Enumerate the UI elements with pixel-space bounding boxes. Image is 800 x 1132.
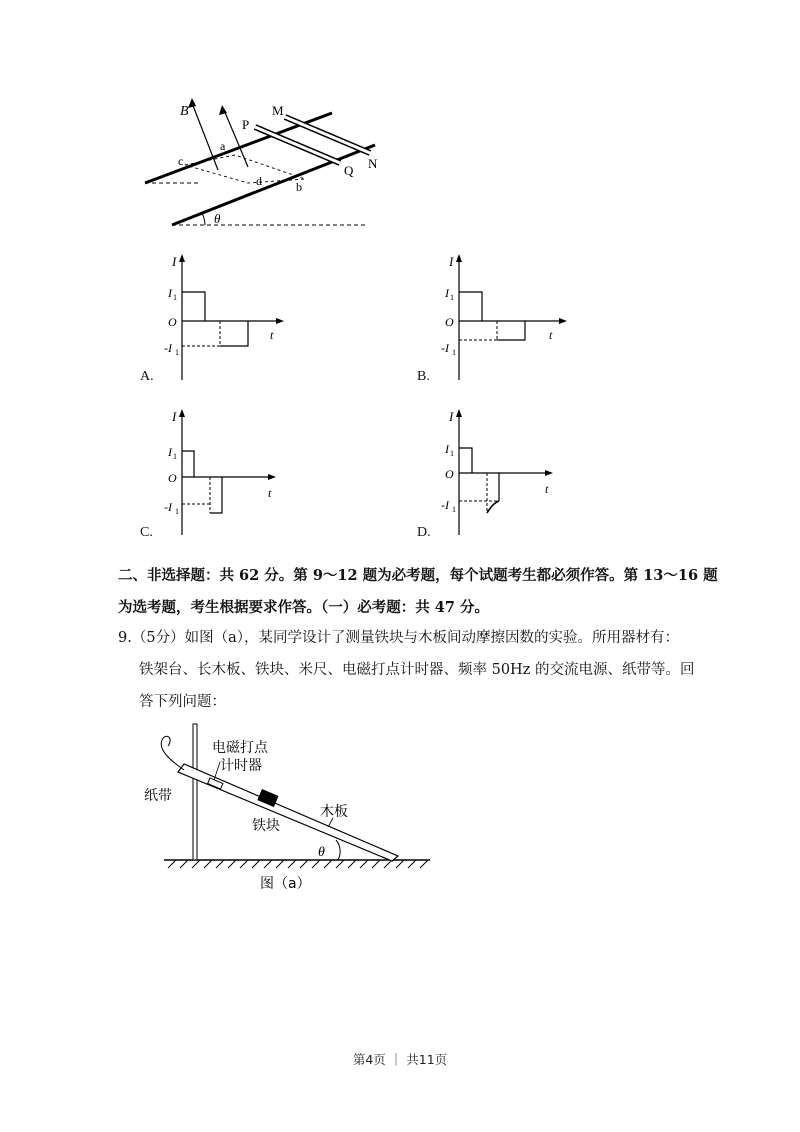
y-axis-arrow-icon — [179, 254, 185, 262]
axis-label-i1: I — [168, 286, 172, 300]
label-a: a — [220, 139, 226, 153]
axis-label-i1-sub: 1 — [450, 449, 454, 458]
axis-label-neg-i1-sub: 1 — [175, 348, 179, 357]
label-m: M — [272, 103, 284, 118]
figure-caption: 图（a） — [260, 876, 311, 892]
figure-a — [140, 720, 440, 900]
axis-label-neg-i1: -I — [164, 341, 172, 355]
graph-a — [160, 252, 290, 382]
axis-label-o: O — [445, 315, 454, 329]
question-line-1: （5分）如图（a），某同学设计了测量铁块与木板间动摩擦因数的实验。所用器材有： — [131, 630, 679, 646]
option-d-label[interactable]: D. — [417, 525, 431, 540]
option-c-label[interactable]: C. — [140, 525, 153, 540]
label-timer-1: 电磁打点 — [212, 740, 268, 756]
option-b-label[interactable]: B. — [417, 369, 430, 384]
axis-label-t: t — [545, 482, 549, 496]
graph-c — [160, 407, 290, 537]
paper-tape — [161, 736, 184, 770]
label-theta: θ — [214, 211, 221, 226]
axis-label-neg-i1-sub: 1 — [452, 505, 456, 514]
label-timer-2: 计时器 — [220, 758, 262, 774]
y-axis-arrow-icon — [456, 254, 462, 262]
axis-label-i1: I — [445, 442, 449, 456]
axis-label-neg-i1-sub: 1 — [175, 507, 179, 516]
axis-label-i1-sub: 1 — [173, 452, 177, 461]
axis-label-neg-i1: -I — [164, 500, 172, 514]
label-board: 木板 — [320, 804, 348, 820]
x-axis-arrow-icon — [276, 318, 284, 324]
x-axis-arrow-icon — [559, 318, 567, 324]
section-line-1: 二、非选择题：共 62 分。第 9～12 题为必考题，每个试题考生都必须作答。第 13～16 题 — [118, 567, 718, 584]
axis-label-neg-i1-sub: 1 — [452, 348, 456, 357]
label-block: 铁块 — [252, 818, 280, 834]
b-arrowhead-1 — [188, 98, 196, 108]
axis-label-t: t — [268, 486, 272, 500]
axis-label-i: I — [172, 409, 177, 424]
axis-label-i1: I — [445, 286, 449, 300]
section-heading — [118, 560, 718, 624]
label-q: Q — [344, 163, 354, 178]
current-pulse-positive — [182, 292, 205, 321]
graph-b — [437, 252, 572, 382]
theta-arc — [202, 213, 205, 225]
label-d: d — [256, 174, 262, 188]
axis-label-i: I — [449, 254, 454, 269]
axis-label-i: I — [449, 409, 454, 424]
current-curve-negative — [487, 501, 499, 513]
axis-label-neg-i1: -I — [441, 341, 449, 355]
question-9 — [118, 622, 738, 718]
question-line-2: 铁架台、长木板、铁块、米尺、电磁打点计时器、频率 50Hz 的交流电源、纸带等。回 — [139, 662, 695, 678]
axis-label-t: t — [549, 328, 553, 342]
section-line-2: 为选考题，考生根据要求作答。（一）必考题：共 47 分。 — [118, 599, 490, 616]
axis-label-o: O — [168, 471, 177, 485]
label-b: B — [180, 104, 189, 119]
label-theta: θ — [318, 845, 325, 860]
current-pulse-positive — [182, 451, 194, 477]
axis-label-i1-sub: 1 — [173, 293, 177, 302]
question-number: 9. — [118, 630, 132, 646]
theta-arc — [336, 840, 340, 860]
question-line-3: 答下列问题： — [139, 694, 226, 710]
label-c: c — [178, 154, 184, 168]
graph-d — [437, 407, 567, 537]
current-pulse-positive — [459, 292, 482, 321]
label-p: P — [242, 117, 250, 132]
x-axis-arrow-icon — [545, 470, 553, 476]
current-pulse-positive — [459, 448, 472, 473]
y-axis-arrow-icon — [456, 409, 462, 417]
axis-label-o: O — [168, 315, 177, 329]
axis-label-i1: I — [168, 445, 172, 459]
axis-label-i1-sub: 1 — [450, 293, 454, 302]
label-n: N — [368, 156, 378, 171]
axis-label-neg-i1: -I — [441, 498, 449, 512]
current-pulse-negative — [497, 321, 525, 340]
page-footer: 第4页 ｜ 共11页 — [352, 1052, 448, 1067]
axis-label-o: O — [445, 467, 454, 481]
current-pulse-negative — [210, 477, 222, 513]
label-tape: 纸带 — [144, 788, 172, 804]
axis-label-t: t — [270, 328, 274, 342]
ground-hatch — [168, 860, 428, 868]
option-a-label[interactable]: A. — [140, 369, 154, 384]
axis-label-i: I — [172, 254, 177, 269]
current-pulse-negative — [220, 321, 248, 346]
label-b-point: b — [296, 180, 302, 194]
iron-stand — [193, 724, 197, 860]
x-axis-arrow-icon — [268, 474, 276, 480]
y-axis-arrow-icon — [179, 409, 185, 417]
rails-figure — [140, 95, 380, 235]
